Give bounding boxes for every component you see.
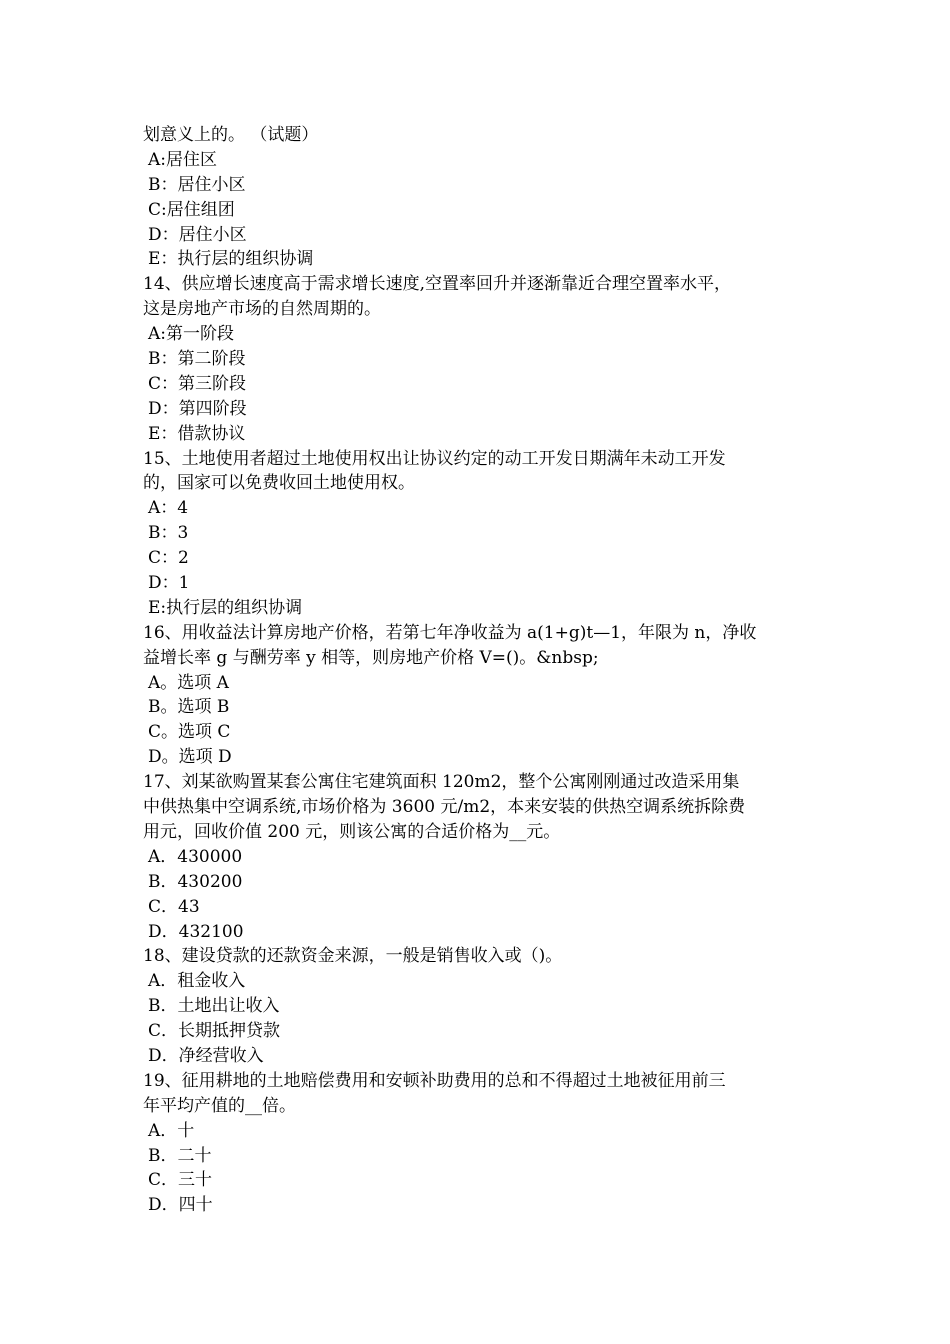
answer-option: D。选项 D (148, 747, 232, 768)
question-text-line: 用元，回收价值 200 元，则该公寓的合适价格为__元。 (143, 821, 561, 842)
answer-option: A。选项 A (148, 672, 229, 693)
question-text-line: 19、征用耕地的土地赔偿费用和安顿补助费用的总和不得超过土地被征用前三 (143, 1070, 726, 1091)
answer-option: A:第一阶段 (148, 324, 235, 345)
answer-option: C:居住组团 (148, 199, 235, 220)
answer-option: C．43 (148, 896, 200, 917)
question-text-line: 这是房地产市场的自然周期的。 (143, 299, 381, 320)
document-body (143, 123, 813, 1218)
answer-option: D：1 (148, 573, 190, 594)
question-text-line: 划意义上的。 （试题） (143, 125, 319, 145)
answer-option: D：居住小区 (148, 224, 247, 245)
answer-option: D：第四阶段 (148, 398, 247, 419)
answer-option: D．432100 (148, 921, 244, 942)
question-text-line: 18、建设贷款的还款资金来源，一般是销售收入或（)。 (143, 946, 563, 967)
question-text-line: 16、用收益法计算房地产价格，若第七年净收益为 a(1+g)t—1，年限为 n，净收 (143, 622, 757, 643)
answer-option: B。选项 B (148, 697, 230, 718)
answer-option: C．三十 (148, 1170, 213, 1191)
answer-option: B．430200 (148, 871, 243, 892)
answer-option: C：第三阶段 (148, 373, 247, 394)
question-text-line: 年平均产值的__倍。 (143, 1095, 296, 1116)
question-text-line: 17、刘某欲购置某套公寓住宅建筑面积 120m2，整个公寓刚刚通过改造采用集 (143, 772, 740, 793)
answer-option: B：居住小区 (148, 174, 246, 195)
answer-option: A．430000 (148, 846, 243, 867)
answer-option: C：2 (148, 548, 189, 569)
answer-option: B．土地出让收入 (148, 996, 280, 1017)
question-text-line: 15、土地使用者超过土地使用权出让协议约定的动工开发日期满年未动工开发 (143, 448, 726, 469)
answer-option: D．净经营收入 (148, 1045, 264, 1066)
question-text-line: 的，国家可以免费收回土地使用权。 (143, 473, 415, 494)
answer-option: E：借款协议 (148, 423, 246, 444)
answer-option: E:执行层的组织协调 (148, 597, 303, 618)
answer-option: A．租金收入 (148, 971, 246, 992)
answer-option: E：执行层的组织协调 (148, 249, 314, 270)
question-text-line: 14、供应增长速度高于需求增长速度,空置率回升并逐渐靠近合理空置率水平， (143, 274, 732, 295)
answer-option: A：4 (148, 498, 189, 519)
question-text-line: 益增长率 g 与酬劳率 y 相等，则房地产价格 V=()。&nbsp; (143, 647, 599, 668)
question-text-line: 中供热集中空调系统,市场价格为 3600 元/m2，本来安装的供热空调系统拆除费 (143, 797, 746, 818)
answer-option: C。选项 C (148, 722, 231, 743)
answer-option: B：3 (148, 523, 189, 544)
answer-option: C．长期抵押贷款 (148, 1021, 281, 1042)
answer-option: A．十 (148, 1120, 195, 1141)
answer-option: D．四十 (148, 1195, 213, 1216)
answer-option: B：第二阶段 (148, 349, 246, 370)
answer-option: A:居住区 (148, 149, 218, 170)
answer-option: B．二十 (148, 1145, 212, 1166)
